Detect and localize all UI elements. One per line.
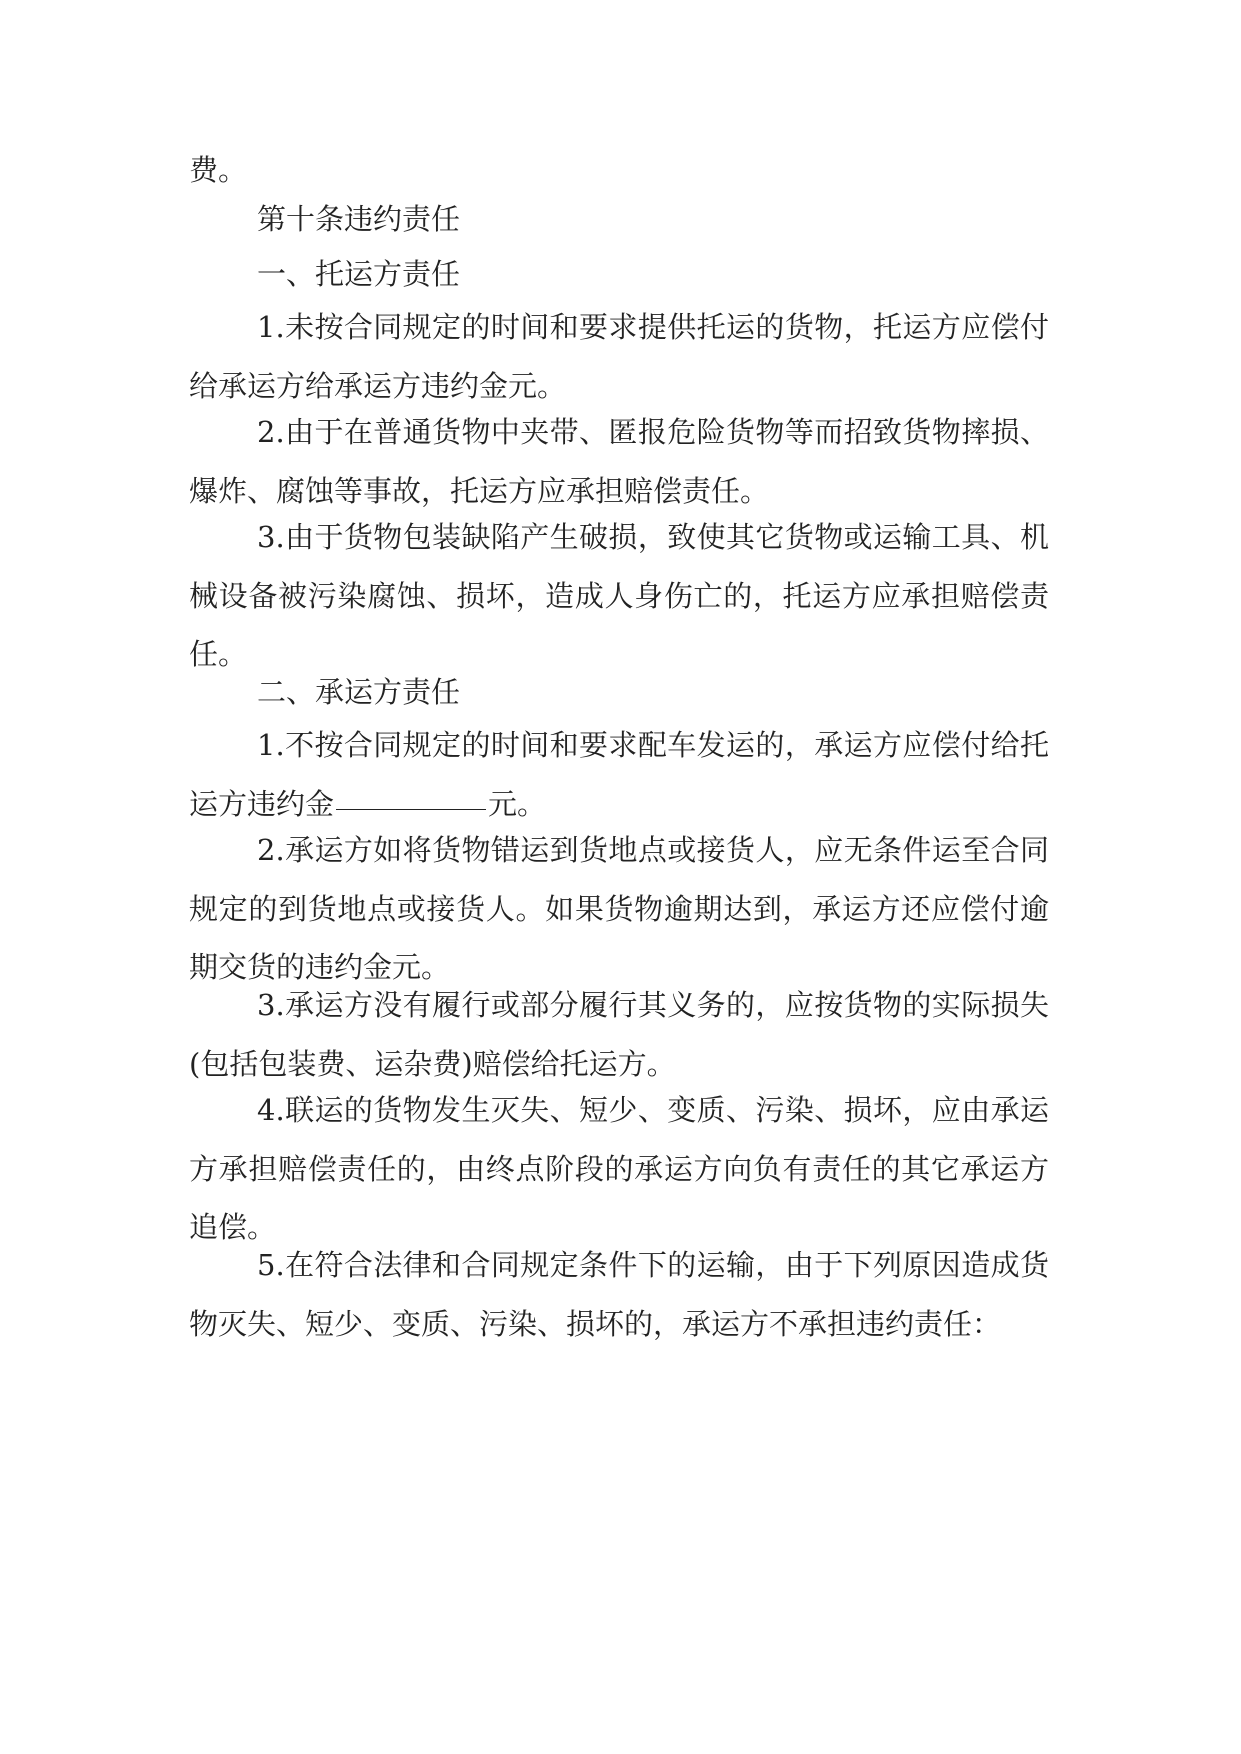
carrier-clause-2: 2.承运方如将货物错运到货地点或接货人，应无条件运至合同规定的到货地点或接货人。如果货物逾期达到，承运方还应偿付逾期交货的违约金元。: [189, 833, 1049, 984]
carrier-clause-1-unit: 元。: [488, 786, 547, 821]
carrier-clause-1: [189, 716, 1049, 833]
section-heading-shipper: 一、托运方责任: [257, 257, 461, 291]
shipper-clause-2: 2.由于在普通货物中夹带、匿报危险货物等而招致货物摔损、爆炸、腐蚀等事故，托运方应承担赔偿责任。: [189, 415, 1049, 508]
fill-in-blank: [336, 809, 486, 810]
shipper-clause-1: 1.未按合同规定的时间和要求提供托运的货物，托运方应偿付给承运方给承运方违约金元。: [189, 310, 1049, 403]
carrier-clause-5: 5.在符合法律和合同规定条件下的运输，由于下列原因造成货物灭失、短少、变质、污染、损坏的，承运方不承担违约责任：: [189, 1248, 1049, 1341]
section-heading-carrier: 二、承运方责任: [257, 675, 461, 709]
shipper-clause-3: 3.由于货物包装缺陷产生破损，致使其它货物或运输工具、机械设备被污染腐蚀、损坏，造成人身伤亡的，托运方应承担赔偿责任。: [189, 520, 1049, 671]
article-heading: 第十条违约责任: [257, 202, 461, 236]
carrier-clause-3: 3.承运方没有履行或部分履行其义务的，应按货物的实际损失(包括包装费、运杂费)赔偿给托运方。: [189, 988, 1049, 1081]
carrier-clause-1-text: 1.不按合同规定的时间和要求配车发运的，承运方应偿付给托运方违约金: [189, 728, 1049, 821]
paragraph-continuation: 费。: [189, 153, 248, 187]
carrier-clause-4: 4.联运的货物发生灭失、短少、变质、污染、损坏，应由承运方承担赔偿责任的，由终点阶段的承运方向负有责任的其它承运方追偿。: [189, 1093, 1049, 1244]
